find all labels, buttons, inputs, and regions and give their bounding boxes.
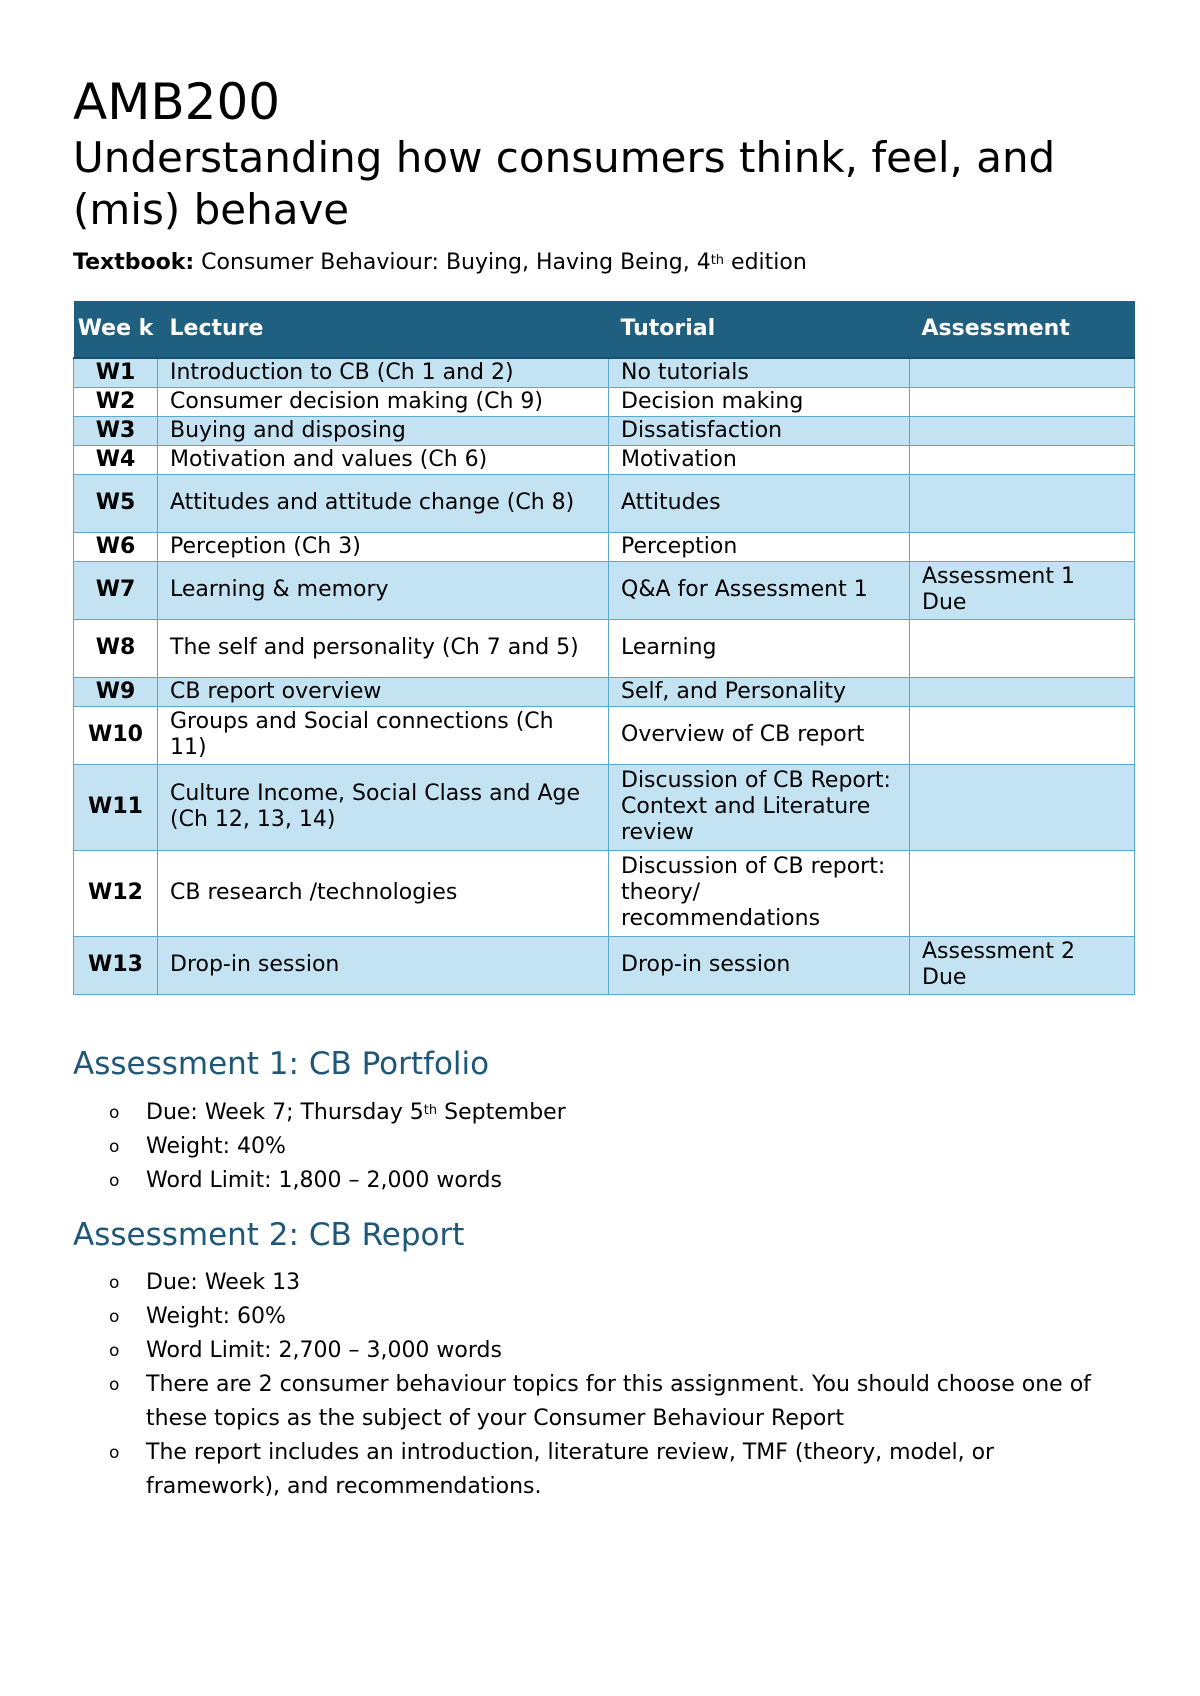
table-row [74,474,1135,532]
week-cell: W6 [74,532,158,561]
assessment-cell [910,474,1135,532]
tutorial-cell: Dissatisfaction [609,416,910,445]
week-cell: W11 [74,764,158,850]
header-tutorial: Tutorial [609,301,910,358]
header-assessment: Assessment [910,301,1135,358]
assessment1-weight: Weight: 40% [146,1134,286,1159]
assessment2-details [73,1266,1133,1504]
tutorial-cell: No tutorials [609,358,910,387]
week-cell: W1 [74,358,158,387]
list-item [73,1334,1133,1368]
tutorial-cell: Drop-in session [609,936,910,994]
textbook-label: Textbook: [73,250,195,275]
lecture-cell: Drop-in session [158,936,609,994]
assessment2-word-limit: Word Limit: 2,700 – 3,000 words [146,1338,502,1363]
assessment1-word-limit: Word Limit: 1,800 – 2,000 words [146,1168,502,1193]
list-item [73,1130,1133,1164]
lecture-cell: CB research /technologies [158,850,609,936]
bullet-marker: o [109,1103,120,1123]
lecture-cell: Motivation and values (Ch 6) [158,445,609,474]
textbook-edition-sup: th [710,253,725,268]
bullet-marker: o [109,1273,120,1293]
week-cell: W13 [74,936,158,994]
table-row [74,706,1135,764]
lecture-cell: CB report overview [158,677,609,706]
lecture-cell: Consumer decision making (Ch 9) [158,387,609,416]
week-cell: W2 [74,387,158,416]
assessment-cell [910,677,1135,706]
tutorial-cell: Q&A for Assessment 1 [609,561,910,619]
assessment2-structure: The report includes an introduction, literature review, TMF (theory, model, or framework), and recommendations. [146,1440,995,1499]
course-title: Understanding how consumers think, feel, and (mis) behave [73,133,1056,234]
tutorial-cell: Learning [609,619,910,677]
lecture-cell: Culture Income, Social Class and Age (Ch 12, 13, 14) [158,764,609,850]
table-row [74,532,1135,561]
week-cell: W7 [74,561,158,619]
bullet-marker: o [109,1443,120,1463]
tutorial-cell: Attitudes [609,474,910,532]
assessment2-due: Due: Week 13 [146,1270,301,1295]
due-month: September [437,1100,566,1125]
assessment-cell: Assessment 1 Due [910,561,1135,619]
table-row [74,677,1135,706]
textbook-text: Consumer Behaviour: Buying, Having Being, 4 [194,250,711,275]
week-cell: W9 [74,677,158,706]
lecture-cell: Learning & memory [158,561,609,619]
lecture-cell: Attitudes and attitude change (Ch 8) [158,474,609,532]
lecture-cell: Buying and disposing [158,416,609,445]
table-header-row [74,301,1135,358]
week-cell: W10 [74,706,158,764]
table-row [74,445,1135,474]
bullet-marker: o [109,1137,120,1157]
assessment1-due [146,1100,566,1125]
table-row [74,561,1135,619]
lecture-cell: Groups and Social connections (Ch 11) [158,706,609,764]
assessment-cell [910,619,1135,677]
assessment-cell [910,445,1135,474]
lecture-cell: Perception (Ch 3) [158,532,609,561]
course-code: AMB200 [73,73,281,131]
assessment-cell [910,764,1135,850]
assessment2-topics: There are 2 consumer behaviour topics for this assignment. You should choose one of these topics as the subject of your Consumer Behaviour Report [146,1372,1091,1431]
table-row [74,619,1135,677]
table-row [74,387,1135,416]
assessment-cell [910,416,1135,445]
assessment-cell: Assessment 2 Due [910,936,1135,994]
assessment2-heading: Assessment 2: CB Report [73,1217,465,1253]
tutorial-cell: Discussion of CB report: theory/ recommendations [609,850,910,936]
tutorial-cell: Perception [609,532,910,561]
week-cell: W3 [74,416,158,445]
assessment1-heading: Assessment 1: CB Portfolio [73,1046,490,1082]
list-item [73,1368,1133,1436]
bullet-marker: o [109,1171,120,1191]
list-item [73,1164,1133,1198]
table-row [74,358,1135,387]
textbook-line [73,248,807,278]
due-text: Due: Week 7; Thursday 5 [146,1100,424,1125]
due-date-sup: th [423,1103,438,1118]
tutorial-cell: Self, and Personality [609,677,910,706]
assessment-cell [910,358,1135,387]
bullet-marker: o [109,1375,120,1395]
lecture-cell: Introduction to CB (Ch 1 and 2) [158,358,609,387]
list-item [73,1096,1133,1130]
header-lecture: Lecture [158,301,609,358]
week-cell: W12 [74,850,158,936]
assessment1-details [73,1096,1133,1198]
header-week: Wee k [74,301,158,358]
table-row [74,416,1135,445]
list-item [73,1300,1133,1334]
list-item [73,1266,1133,1300]
table-row [74,936,1135,994]
assessment-cell [910,532,1135,561]
schedule-table [73,301,1135,995]
bullet-marker: o [109,1307,120,1327]
week-cell: W8 [74,619,158,677]
tutorial-cell: Decision making [609,387,910,416]
table-row [74,850,1135,936]
bullet-marker: o [109,1341,120,1361]
assessment-cell [910,387,1135,416]
list-item [73,1436,1133,1504]
tutorial-cell: Motivation [609,445,910,474]
textbook-suffix: edition [724,250,807,275]
tutorial-cell: Discussion of CB Report: Context and Literature review [609,764,910,850]
lecture-cell: The self and personality (Ch 7 and 5) [158,619,609,677]
tutorial-cell: Overview of CB report [609,706,910,764]
week-cell: W5 [74,474,158,532]
week-cell: W4 [74,445,158,474]
assessment2-weight: Weight: 60% [146,1304,286,1329]
assessment-cell [910,850,1135,936]
table-row [74,764,1135,850]
assessment-cell [910,706,1135,764]
